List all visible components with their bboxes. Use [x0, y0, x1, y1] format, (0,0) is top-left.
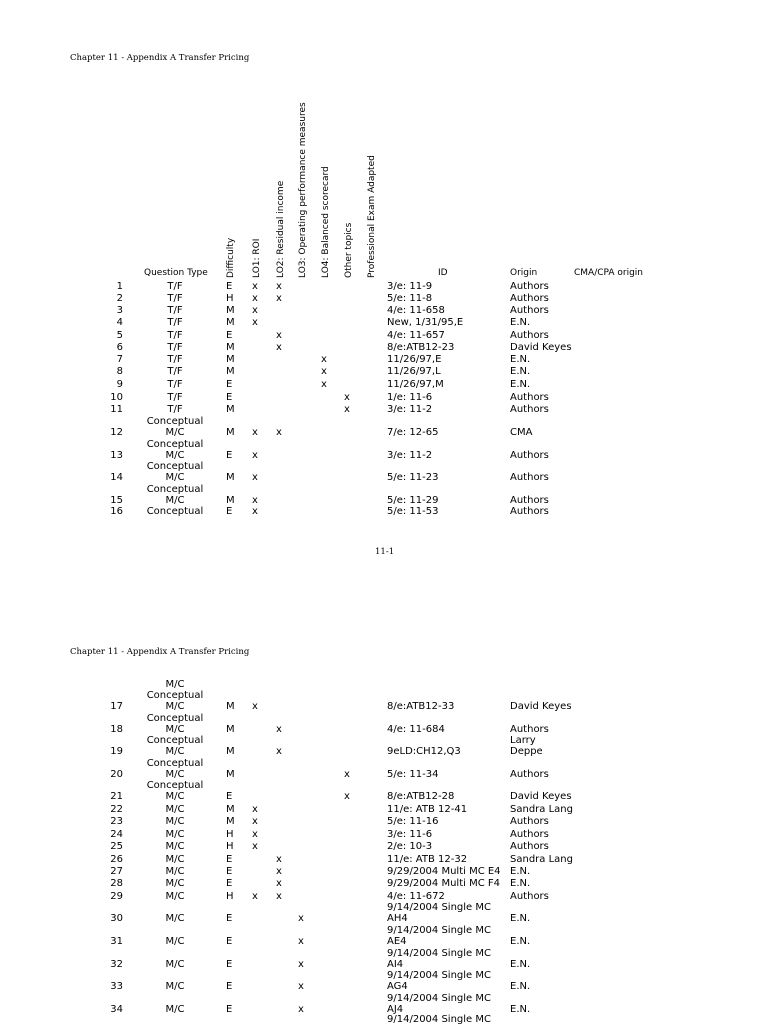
lo2-mark: x — [276, 891, 282, 902]
lo1-mark: x — [252, 450, 258, 461]
col-header-cma-cpa: CMA/CPA origin — [574, 268, 644, 278]
question-id: 8/e:ATB12-33 — [387, 701, 455, 712]
question-id: 4/e: 11-672 — [387, 891, 445, 902]
table-row — [0, 317, 768, 330]
lo2-mark: x — [276, 724, 282, 735]
lo1-mark: x — [252, 506, 258, 517]
table-row — [0, 878, 768, 891]
lo2-mark: x — [276, 427, 282, 438]
difficulty: M — [226, 746, 235, 757]
difficulty: E — [226, 959, 233, 970]
question-id: 4/e: 11-658 — [387, 305, 445, 316]
question-id: 3/e: 11-2 — [387, 404, 433, 415]
col-header-lo1: LO1: ROI — [252, 238, 262, 278]
difficulty: E — [226, 791, 233, 802]
question-number: 9 — [116, 379, 123, 390]
question-number: 32 — [110, 959, 123, 970]
question-id-line: 9/14/2004 Single MC — [387, 925, 491, 936]
difficulty: E — [226, 854, 233, 865]
col-header-lo2: LO2: Residual income — [276, 180, 286, 278]
origin: David Keyes — [510, 342, 572, 353]
difficulty: H — [226, 293, 234, 304]
lo1-mark: x — [252, 281, 258, 292]
question-type: Conceptual — [146, 506, 204, 517]
origin: Deppe — [510, 746, 543, 757]
question-number: 23 — [110, 816, 123, 827]
question-id: 5/e: 11-8 — [387, 293, 433, 304]
question-type-line: Conceptual — [146, 484, 204, 495]
table-row — [0, 758, 768, 782]
question-type-line: Conceptual — [146, 439, 204, 450]
question-type: T/F — [167, 342, 183, 353]
question-id: AJ4 — [387, 1004, 404, 1015]
origin: E.N. — [510, 1004, 531, 1015]
question-id: 9/29/2004 Multi MC F4 — [387, 878, 500, 889]
question-type: M/C — [165, 959, 185, 970]
origin: Authors — [510, 506, 549, 517]
question-number: 18 — [110, 724, 123, 735]
difficulty: M — [226, 769, 235, 780]
difficulty: M — [226, 816, 235, 827]
lo1-mark: x — [252, 317, 258, 328]
origin: David Keyes — [510, 701, 572, 712]
table-row — [0, 366, 768, 379]
question-type: M/C — [165, 936, 185, 947]
origin: E.N. — [510, 913, 531, 924]
lo2-mark: x — [276, 746, 282, 757]
question-id: 11/26/97,E — [387, 354, 442, 365]
question-id: 4/e: 11-684 — [387, 724, 445, 735]
origin: E.N. — [510, 981, 531, 992]
question-id: AG4 — [387, 981, 408, 992]
lo1-mark: x — [252, 891, 258, 902]
difficulty: E — [226, 392, 233, 403]
question-id: AI4 — [387, 959, 404, 970]
question-id: 8/e:ATB12-23 — [387, 342, 455, 353]
table-row — [0, 948, 768, 972]
difficulty: M — [226, 404, 235, 415]
table-row — [0, 713, 768, 737]
lo2-mark: x — [276, 330, 282, 341]
difficulty: E — [226, 1004, 233, 1015]
question-type: M/C — [165, 1004, 185, 1015]
table-row — [0, 902, 768, 926]
question-type: M/C — [165, 769, 185, 780]
difficulty: M — [226, 305, 235, 316]
lo4-mark: x — [321, 354, 327, 365]
question-type: T/F — [167, 392, 183, 403]
question-type-line: Conceptual — [146, 713, 204, 724]
origin: Authors — [510, 769, 549, 780]
question-number: 22 — [110, 804, 123, 815]
question-number: 13 — [110, 450, 123, 461]
question-type-line: Conceptual — [146, 735, 204, 746]
question-number: 3 — [116, 305, 123, 316]
chapter-header-page2: Chapter 11 - Appendix A Transfer Pricing — [70, 647, 250, 657]
question-id: 5/e: 11-53 — [387, 506, 439, 517]
question-type: T/F — [167, 354, 183, 365]
difficulty: M — [226, 342, 235, 353]
question-id: 9eLD:CH12,Q3 — [387, 746, 461, 757]
origin: David Keyes — [510, 791, 572, 802]
table-row — [0, 439, 768, 463]
col-header-other: Other topics — [344, 222, 354, 278]
question-type: M/C — [165, 701, 185, 712]
question-id: AE4 — [387, 936, 407, 947]
question-id: 3/e: 11-2 — [387, 450, 433, 461]
difficulty: M — [226, 317, 235, 328]
origin: Authors — [510, 891, 549, 902]
table-row — [0, 404, 768, 417]
question-type: M/C — [165, 427, 185, 438]
other-mark: x — [344, 404, 350, 415]
question-type-line: M/C — [165, 679, 185, 690]
col-header-id: ID — [438, 268, 448, 278]
question-type: M/C — [165, 878, 185, 889]
question-id: 8/e:ATB12-28 — [387, 791, 455, 802]
question-number: 24 — [110, 829, 123, 840]
question-type: M/C — [165, 866, 185, 877]
table-row — [0, 816, 768, 829]
question-id: 4/e: 11-657 — [387, 330, 445, 341]
table-row — [0, 891, 768, 904]
question-type: M/C — [165, 450, 185, 461]
question-number: 21 — [110, 791, 123, 802]
table-row — [0, 461, 768, 485]
question-number: 11 — [110, 404, 123, 415]
question-type-line: Conceptual — [146, 416, 204, 427]
other-mark: x — [344, 791, 350, 802]
difficulty: E — [226, 330, 233, 341]
lo1-mark: x — [252, 305, 258, 316]
table-row — [0, 379, 768, 392]
difficulty: E — [226, 981, 233, 992]
lo2-mark: x — [276, 878, 282, 889]
other-mark: x — [344, 769, 350, 780]
question-type-line: Conceptual — [146, 758, 204, 769]
table-row — [0, 735, 768, 759]
difficulty: E — [226, 506, 233, 517]
question-id: 5/e: 11-23 — [387, 472, 439, 483]
question-type: M/C — [165, 981, 185, 992]
lo3-mark: x — [298, 936, 304, 947]
question-number: 26 — [110, 854, 123, 865]
question-id: 1/e: 11-6 — [387, 392, 433, 403]
question-type: M/C — [165, 891, 185, 902]
difficulty: M — [226, 472, 235, 483]
question-number: 12 — [110, 427, 123, 438]
difficulty: M — [226, 724, 235, 735]
origin: E.N. — [510, 959, 531, 970]
difficulty: E — [226, 450, 233, 461]
question-number: 2 — [116, 293, 123, 304]
table-row — [0, 679, 768, 714]
lo2-mark: x — [276, 281, 282, 292]
origin: Authors — [510, 829, 549, 840]
lo1-mark: x — [252, 427, 258, 438]
question-type-line: Conceptual — [146, 461, 204, 472]
origin: E.N. — [510, 866, 531, 877]
origin: Authors — [510, 293, 549, 304]
question-number: 7 — [116, 354, 123, 365]
question-type: M/C — [165, 746, 185, 757]
question-number: 31 — [110, 936, 123, 947]
origin: Authors — [510, 281, 549, 292]
question-number: 15 — [110, 495, 123, 506]
table-row — [0, 841, 768, 854]
question-number: 30 — [110, 913, 123, 924]
question-number: 5 — [116, 330, 123, 341]
chapter-header: Chapter 11 - Appendix A Transfer Pricing — [70, 53, 250, 63]
question-number: 16 — [110, 506, 123, 517]
difficulty: H — [226, 891, 234, 902]
question-number: 14 — [110, 472, 123, 483]
question-type: T/F — [167, 281, 183, 292]
question-id: 5/e: 11-16 — [387, 816, 439, 827]
question-number: 4 — [116, 317, 123, 328]
lo1-mark: x — [252, 816, 258, 827]
table-row — [0, 925, 768, 949]
table-row — [0, 970, 768, 994]
question-type: M/C — [165, 816, 185, 827]
origin: Authors — [510, 724, 549, 735]
lo1-mark: x — [252, 472, 258, 483]
question-id-line: 9/14/2004 Single MC — [387, 993, 491, 1004]
question-type-line: Conceptual — [146, 690, 204, 701]
origin: Authors — [510, 816, 549, 827]
difficulty: M — [226, 366, 235, 377]
other-mark: x — [344, 392, 350, 403]
question-number: 6 — [116, 342, 123, 353]
question-type: M/C — [165, 804, 185, 815]
question-type: T/F — [167, 404, 183, 415]
question-id: 9/29/2004 Multi MC E4 — [387, 866, 501, 877]
question-type: T/F — [167, 305, 183, 316]
origin: E.N. — [510, 317, 531, 328]
question-type: T/F — [167, 317, 183, 328]
question-id: 11/26/97,L — [387, 366, 441, 377]
question-type-line: Conceptual — [146, 780, 204, 791]
table-row — [0, 416, 768, 440]
table-row — [0, 506, 768, 519]
difficulty: M — [226, 804, 235, 815]
difficulty: H — [226, 841, 234, 852]
lo1-mark: x — [252, 829, 258, 840]
lo3-mark: x — [298, 913, 304, 924]
origin-line: Larry — [510, 735, 536, 746]
difficulty: M — [226, 354, 235, 365]
lo2-mark: x — [276, 342, 282, 353]
lo2-mark: x — [276, 866, 282, 877]
question-id-line: 9/14/2004 Single MC — [387, 902, 491, 913]
col-header-origin: Origin — [510, 268, 538, 278]
question-id: 5/e: 11-34 — [387, 769, 439, 780]
question-id: 5/e: 11-29 — [387, 495, 439, 506]
lo1-mark: x — [252, 701, 258, 712]
difficulty: E — [226, 913, 233, 924]
origin: Authors — [510, 450, 549, 461]
lo2-mark: x — [276, 854, 282, 865]
lo2-mark: x — [276, 293, 282, 304]
question-number: 27 — [110, 866, 123, 877]
question-id: New, 1/31/95,E — [387, 317, 464, 328]
question-type: M/C — [165, 724, 185, 735]
question-number: 19 — [110, 746, 123, 757]
question-id: 3/e: 11-6 — [387, 829, 433, 840]
lo3-mark: x — [298, 1004, 304, 1015]
question-type: T/F — [167, 379, 183, 390]
origin: Authors — [510, 305, 549, 316]
question-type: T/F — [167, 330, 183, 341]
col-header-difficulty: Difficulty — [226, 237, 236, 278]
question-id: 3/e: 11-9 — [387, 281, 433, 292]
lo3-mark: x — [298, 959, 304, 970]
question-number: 17 — [110, 701, 123, 712]
question-id-line: 9/14/2004 Single MC — [387, 948, 491, 959]
origin: CMA — [510, 427, 533, 438]
question-type: M/C — [165, 854, 185, 865]
lo1-mark: x — [252, 495, 258, 506]
lo4-mark: x — [321, 379, 327, 390]
difficulty: E — [226, 281, 233, 292]
origin: E.N. — [510, 354, 531, 365]
question-number: 20 — [110, 769, 123, 780]
question-number: 34 — [110, 1004, 123, 1015]
origin: E.N. — [510, 936, 531, 947]
difficulty: M — [226, 495, 235, 506]
lo1-mark: x — [252, 293, 258, 304]
question-number: 25 — [110, 841, 123, 852]
question-number: 28 — [110, 878, 123, 889]
table-row — [0, 993, 768, 1017]
question-type: T/F — [167, 293, 183, 304]
question-id: 11/26/97,M — [387, 379, 444, 390]
col-header-professional: Professional Exam Adapted — [367, 155, 377, 278]
origin: Authors — [510, 495, 549, 506]
difficulty: M — [226, 701, 235, 712]
question-type: M/C — [165, 913, 185, 924]
question-id: 7/e: 12-65 — [387, 427, 439, 438]
lo3-mark: x — [298, 981, 304, 992]
difficulty: E — [226, 866, 233, 877]
question-type: M/C — [165, 791, 185, 802]
question-type: T/F — [167, 366, 183, 377]
origin: Authors — [510, 330, 549, 341]
page-number: 11-1 — [375, 547, 395, 557]
question-type: M/C — [165, 829, 185, 840]
lo1-mark: x — [252, 804, 258, 815]
trailing-id: 9/14/2004 Single MC — [387, 1014, 491, 1025]
question-id-line: 9/14/2004 Single MC — [387, 970, 491, 981]
origin: Authors — [510, 472, 549, 483]
origin: E.N. — [510, 878, 531, 889]
difficulty: M — [226, 427, 235, 438]
origin: Authors — [510, 404, 549, 415]
difficulty: E — [226, 379, 233, 390]
question-type: M/C — [165, 495, 185, 506]
origin: E.N. — [510, 379, 531, 390]
question-number: 29 — [110, 891, 123, 902]
question-id: 2/e: 10-3 — [387, 841, 433, 852]
question-number: 1 — [116, 281, 123, 292]
question-number: 8 — [116, 366, 123, 377]
difficulty: H — [226, 829, 234, 840]
origin: Authors — [510, 392, 549, 403]
origin: Sandra Lang — [510, 804, 573, 815]
question-type: M/C — [165, 841, 185, 852]
question-number: 10 — [110, 392, 123, 403]
question-id: AH4 — [387, 913, 408, 924]
difficulty: E — [226, 936, 233, 947]
origin: Sandra Lang — [510, 854, 573, 865]
question-id: 11/e: ATB 12-41 — [387, 804, 468, 815]
origin: Authors — [510, 841, 549, 852]
table-row — [0, 780, 768, 804]
col-header-lo3: LO3: Operating performance measures — [298, 102, 308, 278]
question-number: 33 — [110, 981, 123, 992]
col-header-question-type: Question Type — [144, 268, 208, 278]
origin: E.N. — [510, 366, 531, 377]
question-id: 11/e: ATB 12-32 — [387, 854, 468, 865]
difficulty: E — [226, 878, 233, 889]
lo1-mark: x — [252, 841, 258, 852]
lo4-mark: x — [321, 366, 327, 377]
question-type: M/C — [165, 472, 185, 483]
col-header-lo4: LO4: Balanced scorecard — [321, 166, 331, 278]
